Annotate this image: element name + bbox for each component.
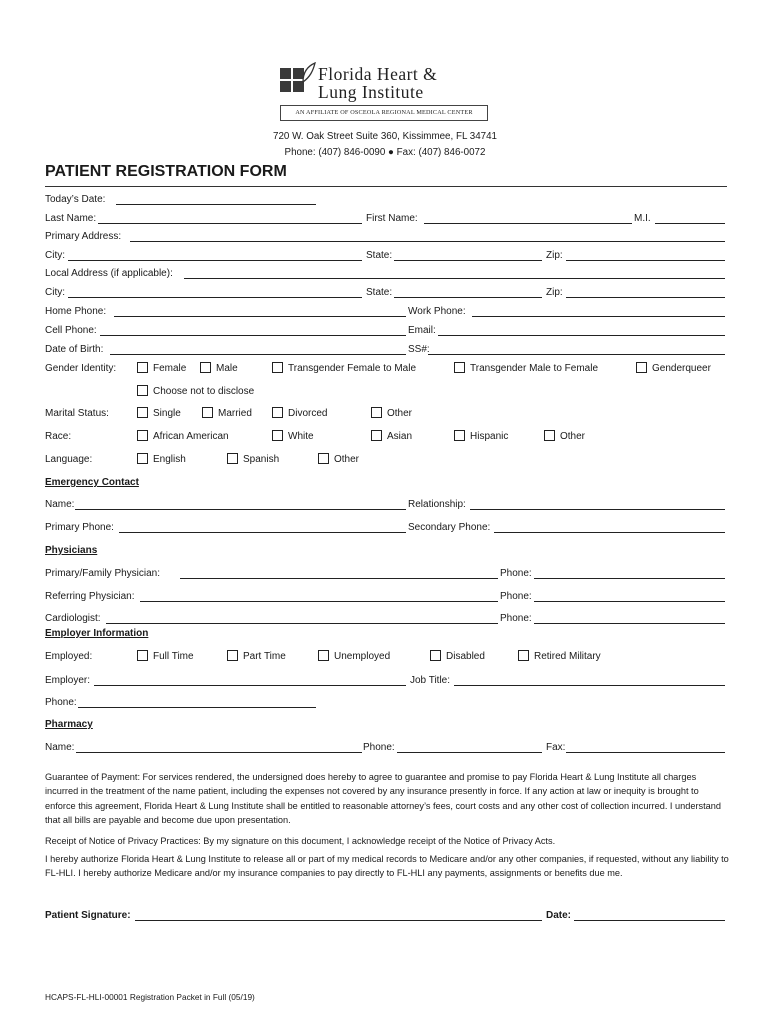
language-label: Language:	[45, 454, 93, 465]
logo-line2: Lung Institute	[318, 82, 424, 102]
primary-physician-field[interactable]	[180, 578, 498, 579]
marital-divorced-checkbox[interactable]	[272, 407, 283, 418]
city-label: City:	[45, 250, 65, 261]
form-code-footer: HCAPS-FL-HLI-00001 Registration Packet in Full (05/19)	[45, 992, 255, 1002]
zip2-label: Zip:	[546, 287, 563, 298]
gender-nodisclose-checkbox[interactable]	[137, 385, 148, 396]
marital-single-checkbox[interactable]	[137, 407, 148, 418]
gender-tm2f-checkbox[interactable]	[454, 362, 465, 373]
last-name-label: Last Name:	[45, 213, 97, 224]
emergency-secondary-phone-label: Secondary Phone:	[408, 522, 491, 533]
zip-label: Zip:	[546, 250, 563, 261]
race-asian-checkbox[interactable]	[371, 430, 382, 441]
page-title: PATIENT REGISTRATION FORM	[45, 163, 287, 180]
phone-fax: Phone: (407) 846-0090 ● Fax: (407) 846-0072	[284, 147, 486, 158]
language-spanish-checkbox[interactable]	[227, 453, 238, 464]
marital-divorced-label: Divorced	[288, 408, 328, 419]
emergency-primary-phone-label: Primary Phone:	[45, 522, 114, 533]
signature-date-label: Date:	[546, 910, 572, 921]
race-white-label: White	[288, 431, 314, 442]
race-hispanic-checkbox[interactable]	[454, 430, 465, 441]
authorization-text: I hereby authorize Florida Heart & Lung Institute to release all or part of my medical records to Medicare and/or any other companies, if requested, without any liability to FL-HLI. I hereby authorize Medicare and/or my insurance companies to pay directly to FL-HLI any payments, assignments or benefits due me.	[45, 854, 729, 879]
patient-signature-field[interactable]	[135, 920, 542, 921]
employed-unemployed-label: Unemployed	[334, 651, 391, 662]
employer-phone-label: Phone:	[45, 697, 77, 708]
mi-field[interactable]	[655, 223, 725, 224]
employed-retired-military-checkbox[interactable]	[518, 650, 529, 661]
state2-field[interactable]	[394, 297, 542, 298]
email-field[interactable]	[438, 335, 725, 336]
city2-label: City:	[45, 287, 65, 298]
logo-square-icon	[280, 81, 291, 92]
dob-field[interactable]	[110, 354, 406, 355]
referring-physician-label: Referring Physician:	[45, 591, 135, 602]
city2-field[interactable]	[68, 297, 362, 298]
relationship-label: Relationship:	[408, 499, 466, 510]
race-asian-label: Asian	[387, 431, 413, 442]
pharmacy-phone-field[interactable]	[397, 752, 542, 753]
marital-other-label: Other	[387, 408, 413, 419]
gender-male-label: Male	[216, 363, 238, 374]
gender-tm2f-label: Transgender Male to Female	[470, 363, 599, 374]
cell-phone-field[interactable]	[100, 335, 406, 336]
pharmacy-fax-label: Fax:	[546, 742, 566, 753]
language-english-checkbox[interactable]	[137, 453, 148, 464]
address: 720 W. Oak Street Suite 360, Kissimmee, FL 34741	[273, 131, 497, 142]
employed-retired-military-label: Retired Military	[534, 651, 601, 662]
cardiologist-label: Cardiologist:	[45, 613, 101, 624]
email-label: Email:	[408, 325, 436, 336]
state-label: State:	[366, 250, 393, 261]
employed-full-time-checkbox[interactable]	[137, 650, 148, 661]
signature-date-field[interactable]	[574, 920, 725, 921]
local-address-label: Local Address (if applicable):	[45, 268, 173, 279]
todays-date-label: Today’s Date:	[45, 194, 106, 205]
race-african-american-label: African American	[153, 431, 229, 442]
employer-phone-field[interactable]	[78, 707, 316, 708]
referring-physician-phone-field[interactable]	[534, 601, 725, 602]
zip2-field[interactable]	[566, 297, 725, 298]
pharmacy-heading: Pharmacy	[45, 719, 93, 730]
pharmacy-name-field[interactable]	[76, 752, 362, 753]
mi-label: M.I.	[634, 213, 651, 224]
pharmacy-phone-label: Phone:	[363, 742, 395, 753]
race-label: Race:	[45, 431, 72, 442]
language-english-label: English	[153, 454, 186, 465]
gender-female-checkbox[interactable]	[137, 362, 148, 373]
state2-label: State:	[366, 287, 393, 298]
leaf-icon	[300, 62, 316, 84]
marital-other-checkbox[interactable]	[371, 407, 382, 418]
cardiologist-phone-label: Phone:	[500, 613, 532, 624]
work-phone-label: Work Phone:	[408, 306, 466, 317]
race-african-american-checkbox[interactable]	[137, 430, 148, 441]
zip-field[interactable]	[566, 260, 725, 261]
race-other-checkbox[interactable]	[544, 430, 555, 441]
todays-date-field[interactable]	[116, 204, 316, 205]
guarantee-of-payment-text: Guarantee of Payment: For services rendered, the undersigned does hereby to agree to guarantee and promise to pay Florida Heart & Lung Institute all charges incurred in the treatment of the name patient, including the expenses not covered by any insurance presently in force. If any action at law or inequity is brought to enforce this agreement, Florida Heart & Lung Institute shall be entitled to reasonable attorney’s fees, court costs and any other cost of collection incurred. I understand that all bills are payable and become due upon presentation.	[45, 772, 722, 826]
referring-physician-phone-label: Phone:	[500, 591, 532, 602]
title-divider	[45, 186, 727, 187]
primary-address-field[interactable]	[130, 241, 725, 242]
state-field[interactable]	[394, 260, 542, 261]
last-name-field[interactable]	[98, 223, 362, 224]
job-title-field[interactable]	[454, 685, 725, 686]
relationship-field[interactable]	[470, 509, 725, 510]
pharmacy-name-label: Name:	[45, 742, 75, 753]
gender-male-checkbox[interactable]	[200, 362, 211, 373]
employer-info-heading: Employer Information	[45, 628, 149, 639]
patient-signature-label: Patient Signature:	[45, 910, 131, 921]
physicians-heading: Physicians	[45, 545, 98, 556]
first-name-label: First Name:	[366, 213, 418, 224]
employed-part-time-label: Part Time	[243, 651, 286, 662]
race-other-label: Other	[560, 431, 586, 442]
race-white-checkbox[interactable]	[272, 430, 283, 441]
gender-nodisclose-label: Choose not to disclose	[153, 386, 255, 397]
gender-identity-label: Gender Identity:	[45, 363, 117, 374]
primary-address-label: Primary Address:	[45, 231, 122, 242]
employed-part-time-checkbox[interactable]	[227, 650, 238, 661]
home-phone-field[interactable]	[114, 316, 406, 317]
job-title-label: Job Title:	[410, 675, 451, 686]
logo-line1: Florida Heart &	[318, 64, 438, 84]
race-hispanic-label: Hispanic	[470, 431, 509, 442]
emergency-primary-phone-field[interactable]	[119, 532, 406, 533]
emergency-name-label: Name:	[45, 499, 75, 510]
ss-field[interactable]	[428, 354, 725, 355]
language-spanish-label: Spanish	[243, 454, 280, 465]
gender-female-label: Female	[153, 363, 187, 374]
employed-unemployed-checkbox[interactable]	[318, 650, 329, 661]
primary-physician-phone-label: Phone:	[500, 568, 532, 579]
dob-label: Date of Birth:	[45, 344, 104, 355]
emergency-secondary-phone-field[interactable]	[494, 532, 725, 533]
employed-label: Employed:	[45, 651, 93, 662]
gender-genderqueer-label: Genderqueer	[652, 363, 711, 374]
employer-field[interactable]	[94, 685, 406, 686]
primary-physician-phone-field[interactable]	[534, 578, 725, 579]
privacy-notice-text: Receipt of Notice of Privacy Practices: By my signature on this document, I acknowledge receipt of the Notice of Privacy Acts.	[45, 836, 556, 846]
cardiologist-field[interactable]	[106, 623, 498, 624]
gender-tf2m-checkbox[interactable]	[272, 362, 283, 373]
language-other-label: Other	[334, 454, 360, 465]
emergency-name-field[interactable]	[75, 509, 406, 510]
gender-tf2m-label: Transgender Female to Male	[288, 363, 417, 374]
cell-phone-label: Cell Phone:	[45, 325, 97, 336]
work-phone-field[interactable]	[472, 316, 725, 317]
pharmacy-fax-field[interactable]	[566, 752, 725, 753]
employed-disabled-label: Disabled	[446, 651, 485, 662]
language-other-checkbox[interactable]	[318, 453, 329, 464]
home-phone-label: Home Phone:	[45, 306, 107, 317]
emergency-contact-heading: Emergency Contact	[45, 477, 139, 488]
employed-disabled-checkbox[interactable]	[430, 650, 441, 661]
referring-physician-field[interactable]	[140, 601, 498, 602]
primary-physician-label: Primary/Family Physician:	[45, 568, 161, 579]
first-name-field[interactable]	[424, 223, 632, 224]
ss-label: SS#:	[408, 344, 430, 355]
city-field[interactable]	[68, 260, 362, 261]
logo-square-icon	[280, 68, 291, 79]
cardiologist-phone-field[interactable]	[534, 623, 725, 624]
local-address-field[interactable]	[184, 278, 725, 279]
marital-married-checkbox[interactable]	[202, 407, 213, 418]
employed-full-time-label: Full Time	[153, 651, 194, 662]
employer-label: Employer:	[45, 675, 91, 686]
affiliate-banner: AN AFFILIATE OF OSCEOLA REGIONAL MEDICAL CENTER	[280, 105, 488, 121]
marital-status-label: Marital Status:	[45, 408, 109, 419]
marital-single-label: Single	[153, 408, 181, 419]
gender-genderqueer-checkbox[interactable]	[636, 362, 647, 373]
marital-married-label: Married	[218, 408, 252, 419]
